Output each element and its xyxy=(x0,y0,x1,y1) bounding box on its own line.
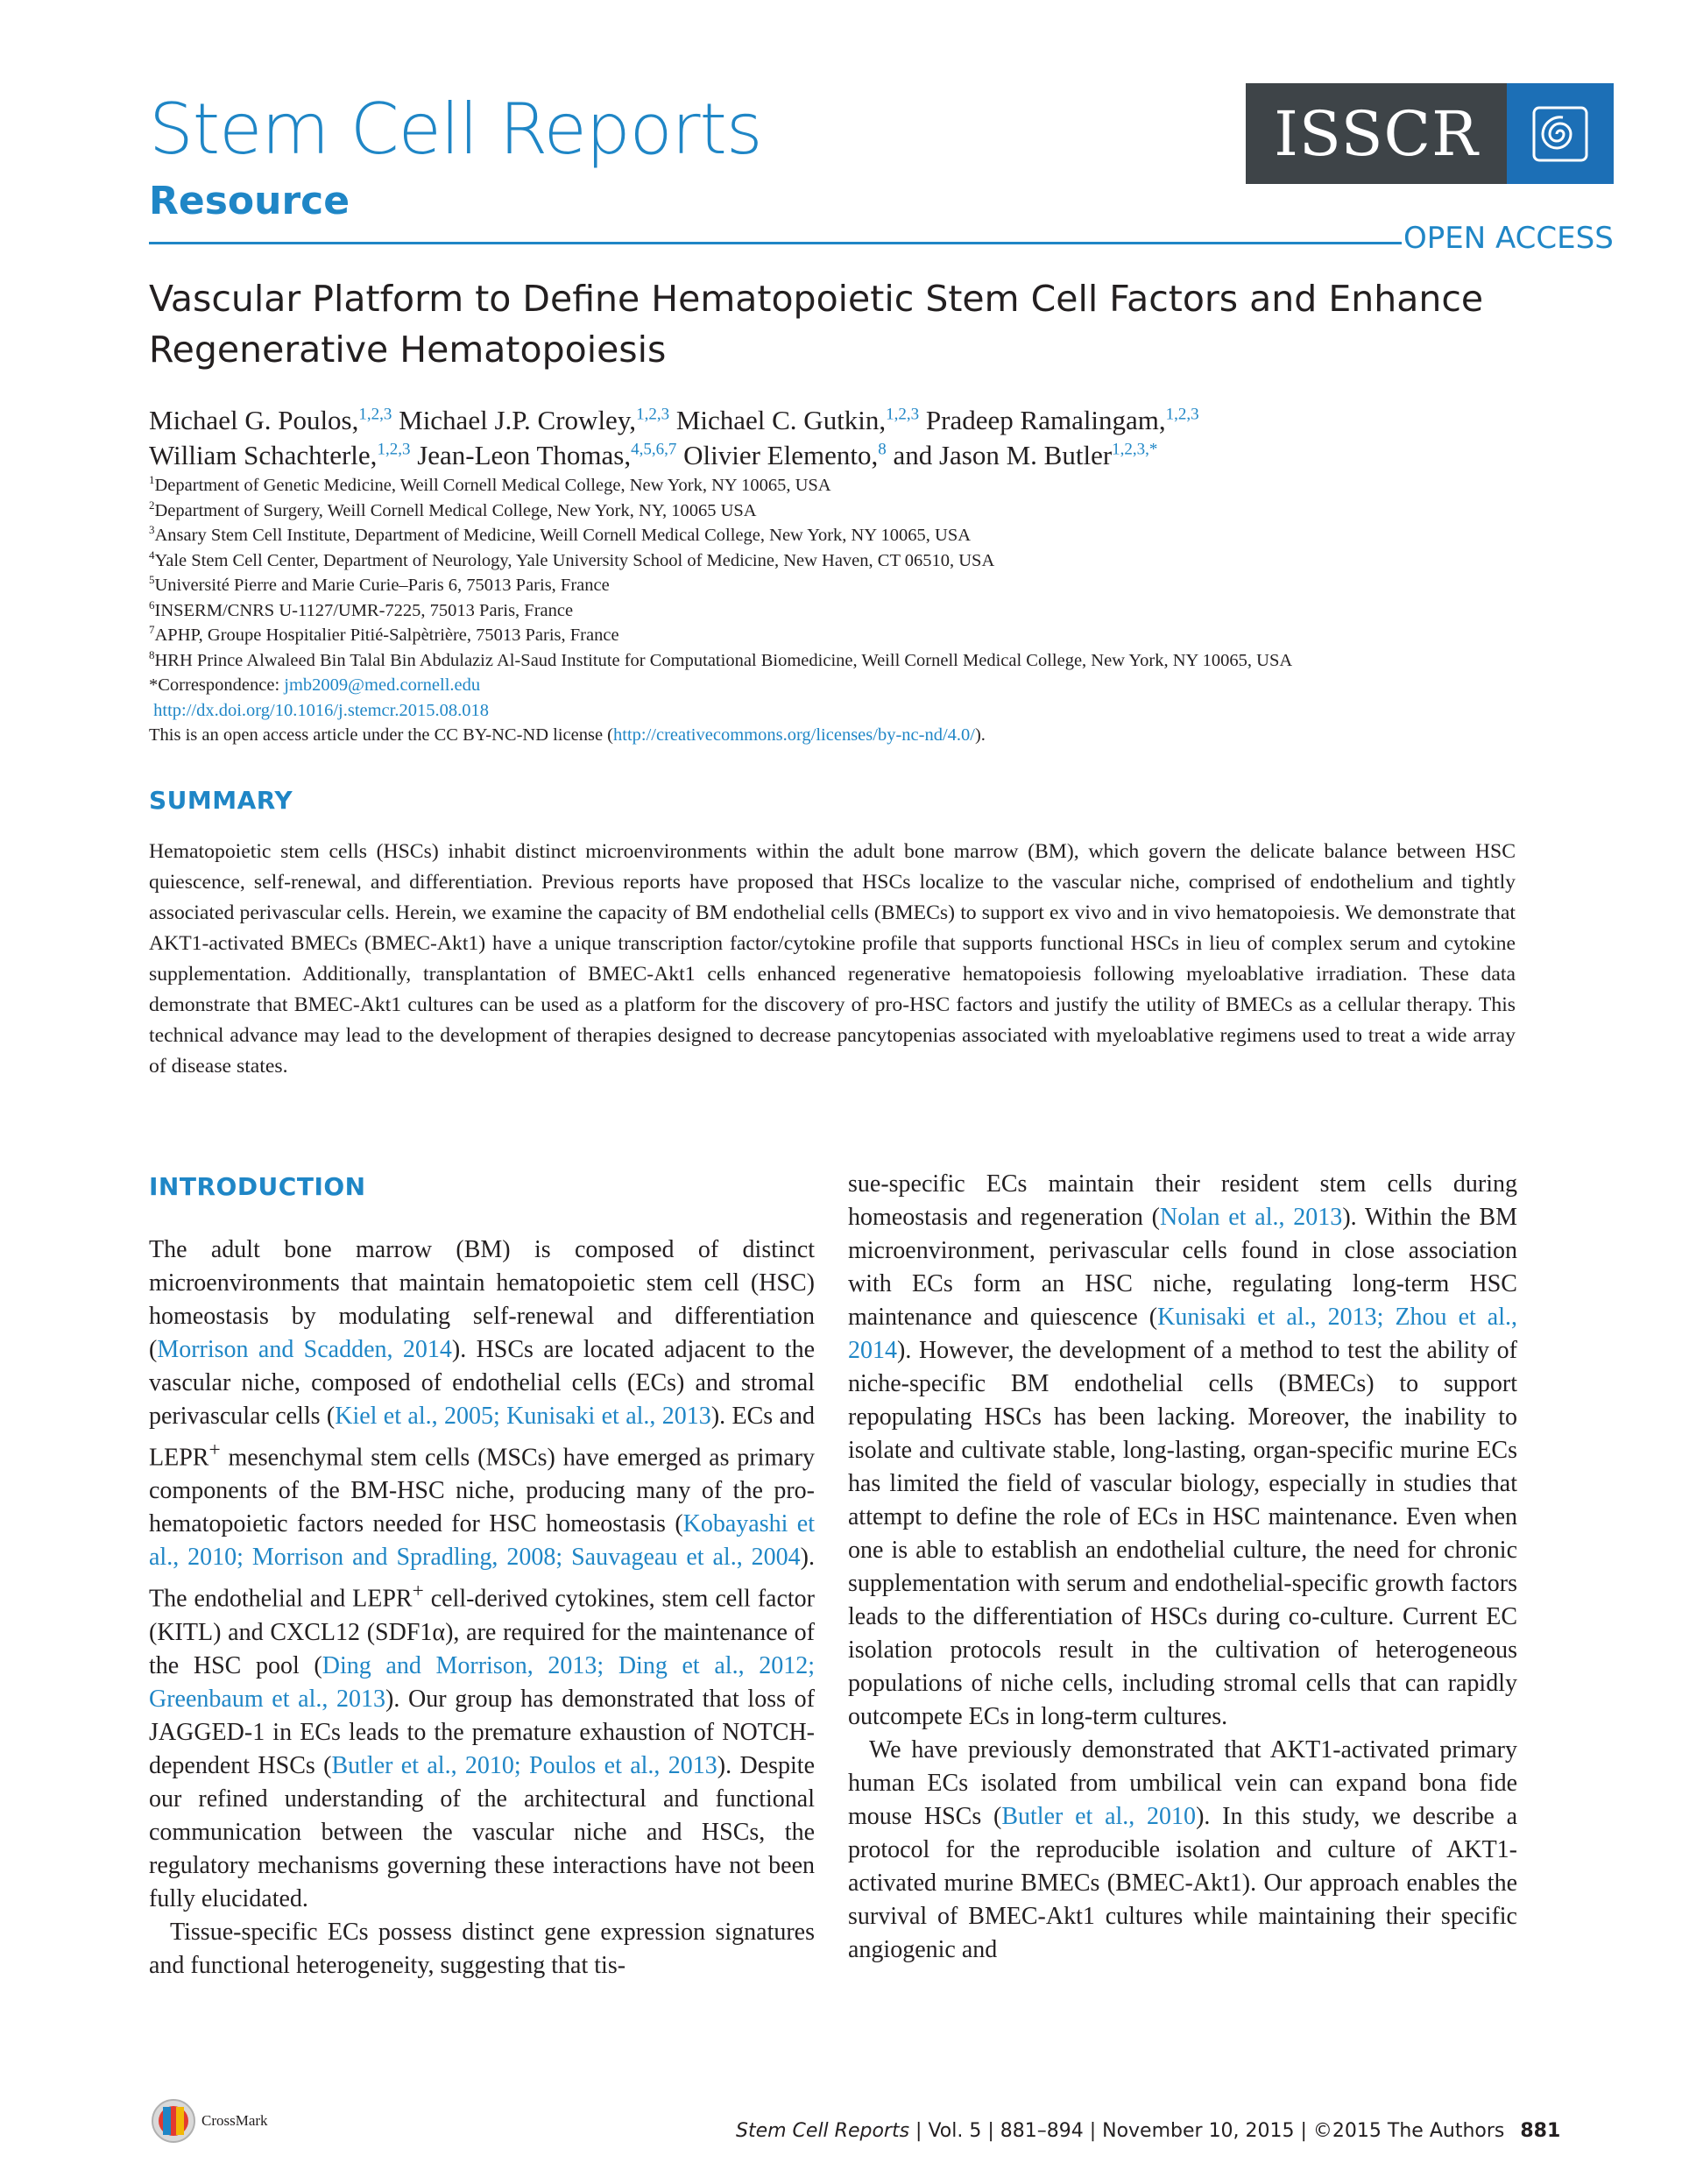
affiliation xyxy=(149,648,1551,674)
affiliation-text: Ansary Stem Cell Institute, Department of Medicine, Weill Cornell Medical College, New York, NY 10065, USA xyxy=(154,526,972,545)
intro-paragraph xyxy=(848,1168,1517,1734)
affiliation xyxy=(149,473,1551,498)
body-text: ). HSCs are located adjacent to the vascular niche, composed of endothelial cells (ECs) and stromal perivascular cells ( xyxy=(149,1336,815,1430)
citation-link[interactable]: Ding and Morrison, 2013; Ding et al., 2012; Greenbaum et al., 2013 xyxy=(149,1651,816,1713)
correspondence-label: *Correspondence: xyxy=(149,675,285,695)
title-line-2: Regenerative Hematopoiesis xyxy=(149,329,667,371)
affiliation-number: 1 xyxy=(149,473,155,487)
open-access-label: OPEN ACCESS xyxy=(1403,221,1614,256)
body-text: ). ECs and LEPR xyxy=(149,1403,816,1472)
intro-left-column xyxy=(149,1233,815,1983)
body-text: ). In this study, we describe a protocol for the reproducible isolation and culture of AKT1-activated murine BMECs (BMEC-Akt1). Our approach enables the survival of BMEC-Akt1 cultures while maintaining their specific angiogenic and xyxy=(848,1803,1518,1963)
author-name[interactable]: Michael C. Gutkin, xyxy=(675,405,887,435)
affiliation-text: HRH Prince Alwaleed Bin Talal Bin Abdulaziz Al-Saud Institute for Computational Biomedicine, Weill Cornell Medical College, New York, NY 10065, USA xyxy=(154,650,1293,670)
author-line-2 xyxy=(149,438,1533,473)
correspondence xyxy=(149,673,1551,698)
author-name[interactable]: Olivier Elemento, xyxy=(683,440,879,470)
affiliation-number: 2 xyxy=(149,498,155,512)
citation-link[interactable]: Butler et al., 2010 xyxy=(1001,1803,1197,1830)
author-name[interactable]: Michael G. Poulos, xyxy=(149,405,359,435)
citation-link[interactable]: Kiel et al., 2005; Kunisaki et al., 2013 xyxy=(335,1403,711,1430)
article-title xyxy=(149,273,1533,375)
affiliation-text: Department of Surgery, Weill Cornell Medical College, New York, NY, 10065 USA xyxy=(154,500,757,520)
affiliation-text: Yale Stem Cell Center, Department of Neurology, Yale University School of Medicine, New Haven, CT 06510, USA xyxy=(154,550,995,570)
affiliation-number: 5 xyxy=(149,573,155,587)
footer-citation: | Vol. 5 | 881–894 | November 10, 2015 | ©2015 The Authors xyxy=(909,2120,1505,2142)
author-affil-ref[interactable]: 1,2,3 xyxy=(636,405,670,424)
license-text-end: ). xyxy=(974,725,986,745)
affiliation xyxy=(149,548,1551,574)
body-text: The adult bone marrow (BM) is composed of distinct microenvironments that maintain hematopoietic stem cell (HSC) homeostasis by modulating self-renewal and differentiation ( xyxy=(149,1236,815,1363)
intro-paragraph xyxy=(149,1233,815,1916)
citation-link[interactable]: Butler et al., 2010; Poulos et al., 2013 xyxy=(331,1751,717,1779)
author-name[interactable]: William Schachterle, xyxy=(149,440,378,470)
citation-link[interactable]: Kunisaki et al., 2013; Zhou et al., 2014 xyxy=(848,1304,1517,1364)
affiliation-number: 7 xyxy=(149,623,155,637)
isscr-logo xyxy=(1246,83,1614,184)
affiliation xyxy=(149,523,1551,548)
summary-heading: SUMMARY xyxy=(149,786,293,815)
body-text: ). Despite our refined understanding of the architectural and functional communication between the vascular niche and HSCs, the regulatory mechanisms governing these interactions have not been fully elucidated. xyxy=(149,1751,816,1912)
affiliation-number: 6 xyxy=(149,597,155,611)
crossmark-badge[interactable] xyxy=(151,2098,268,2144)
affiliation-text: Department of Genetic Medicine, Weill Cornell Medical College, New York, NY 10065, USA xyxy=(154,476,831,495)
author-name[interactable]: Jean-Leon Thomas, xyxy=(417,440,632,470)
footer-journal: Stem Cell Reports xyxy=(736,2120,910,2142)
author-affil-ref[interactable]: 8 xyxy=(878,440,887,459)
summary-text: Hematopoietic stem cells (HSCs) inhabit distinct microenvironments within the adult bone marrow (BM), which govern the delicate balance between HSC quiescence, self-renewal, and differentiation. Previous reports have proposed that HSCs localize to the vascular niche, comprised of endothelium and tightly associated perivascular cells. Herein, we examine the capacity of BM endothelial cells (BMECs) to support ex vivo and in vivo hematopoiesis. We demonstrate that AKT1-activated BMECs (BMEC-Akt1) have a unique transcription factor/cytokine profile that supports functional HSCs in lieu of complex serum and cytokine supplementation. Additionally, transplantation of BMEC-Akt1 cells enhanced regenerative hematopoiesis following myeloablative irradiation. These data demonstrate that BMEC-Akt1 cultures can be used as a platform for the discovery of pro-HSC factors and justify the utility of BMECs as a cellular therapy. This technical advance may lead to the development of therapies designed to decrease pancytopenias associated with myeloablative regimens used to treat a wide array of disease states. xyxy=(149,840,1516,1078)
doi-row xyxy=(149,698,1551,724)
crossmark-icon xyxy=(151,2098,196,2144)
isscr-spiral-icon xyxy=(1507,83,1614,184)
license-text: This is an open access article under the CC BY-NC-ND license ( xyxy=(149,725,614,745)
body-text: mesenchymal stem cells (MSCs) have emerged as primary components of the BM-HSC niche, producing many of the pro-hematopoietic factors needed for HSC homeostasis ( xyxy=(149,1444,815,1538)
body-text: ). The endothelial and LEPR xyxy=(149,1544,815,1613)
author-affil-ref[interactable]: 1,2,3 xyxy=(377,440,411,459)
citation-link[interactable]: Kobayashi et al., 2010; Morrison and Spradling, 2008; Sauvageau et al., 2004 xyxy=(149,1510,815,1572)
superscript: + xyxy=(208,1438,221,1461)
affiliation xyxy=(149,623,1551,648)
intro-right-column xyxy=(848,1168,1517,1967)
author-name[interactable]: Pradeep Ramalingam, xyxy=(925,405,1166,435)
author-affil-ref[interactable]: 1,2,3 xyxy=(886,405,920,424)
author-affil-ref[interactable]: 1,2,3 xyxy=(1165,405,1199,424)
journal-name: Stem Cell Reports xyxy=(149,88,762,170)
affiliation-number: 8 xyxy=(149,647,155,661)
body-text: sue-specific ECs maintain their resident stem cells during homeostasis and regeneration ( xyxy=(848,1170,1517,1231)
page-number: 881 xyxy=(1520,2120,1561,2142)
doi-link[interactable]: http://dx.doi.org/10.1016/j.stemcr.2015.08.018 xyxy=(153,700,489,720)
affiliations xyxy=(149,473,1551,748)
author-line-1 xyxy=(149,403,1533,438)
title-line-1: Vascular Platform to Define Hematopoietic Stem Cell Factors and Enhance xyxy=(149,278,1484,320)
body-text: ). Within the BM microenvironment, perivascular cells found in close association with ECs form an HSC niche, regulating long-term HSC maintenance and quiescence ( xyxy=(848,1204,1518,1331)
intro-paragraph xyxy=(848,1734,1517,1967)
header-rule xyxy=(149,242,1402,244)
page-footer xyxy=(736,2120,1561,2142)
crossmark-label: CrossMark xyxy=(201,2112,268,2129)
body-text: ). Our group has demonstrated that loss of JAGGED-1 in ECs leads to the premature exhaustion of NOTCH-dependent HSCs ( xyxy=(149,1685,815,1779)
affiliation-text: INSERM/CNRS U-1127/UMR-7225, 75013 Paris, France xyxy=(154,600,574,620)
introduction-heading: INTRODUCTION xyxy=(149,1172,366,1201)
affiliation-text: APHP, Groupe Hospitalier Pitié-Salpètrière, 75013 Paris, France xyxy=(154,626,619,645)
affiliation xyxy=(149,573,1551,598)
superscript: + xyxy=(412,1580,424,1603)
author-affil-ref[interactable]: 1,2,3,* xyxy=(1112,440,1158,459)
body-text: ). However, the development of a method to test the ability of niche-specific BM endothelial cells (BMECs) to support repopulating HSCs has been lacking. Moreover, the inability to isolate and cultivate stable, long-lasting, organ-specific murine ECs has limited the field of vascular biology, especially in studies that attempt to define the role of ECs in HSC maintenance. Even when one is able to establish an endothelial culture, the need for chronic supplementation with serum and endothelial-specific growth factors leads to the differentiation of HSCs during co-culture. Current EC isolation protocols result in the cultivation of heterogeneous populations of niche cells, including stromal cells that can rapidly outcompete ECs in long-term cultures. xyxy=(848,1337,1517,1730)
affiliation xyxy=(149,498,1551,524)
author-affil-ref[interactable]: 1,2,3 xyxy=(358,405,392,424)
logo-text: ISSCR xyxy=(1274,97,1479,170)
article-type: Resource xyxy=(149,179,350,223)
license-link[interactable]: http://creativecommons.org/licenses/by-nc-nd/4.0/ xyxy=(613,725,975,745)
license-row xyxy=(149,723,1551,748)
affiliation-number: 4 xyxy=(149,548,155,562)
intro-paragraph: Tissue-specific ECs possess distinct gene expression signatures and functional heterogeneity, suggesting that tis- xyxy=(149,1918,815,1979)
author-affil-ref[interactable]: 4,5,6,7 xyxy=(631,440,677,459)
author-name[interactable]: Michael J.P. Crowley, xyxy=(399,405,637,435)
correspondence-email-link[interactable]: jmb2009@med.cornell.edu xyxy=(284,675,481,695)
citation-link[interactable]: Morrison and Scadden, 2014 xyxy=(157,1336,452,1363)
author-list xyxy=(149,403,1533,473)
body-text: We have previously demonstrated that AKT1-activated primary human ECs isolated from umbilical vein can expand bona fide mouse HSCs ( xyxy=(848,1736,1517,1830)
author-name[interactable]: and Jason M. Butler xyxy=(893,440,1113,470)
affiliation-text: Université Pierre and Marie Curie–Paris 6, 75013 Paris, France xyxy=(154,576,610,595)
affiliation xyxy=(149,598,1551,624)
affiliation-number: 3 xyxy=(149,523,155,537)
body-text: cell-derived cytokines, stem cell factor (KITL) and CXCL12 (SDF1α), are required for the maintenance of the HSC pool ( xyxy=(149,1585,815,1679)
citation-link[interactable]: Nolan et al., 2013 xyxy=(1160,1204,1343,1231)
